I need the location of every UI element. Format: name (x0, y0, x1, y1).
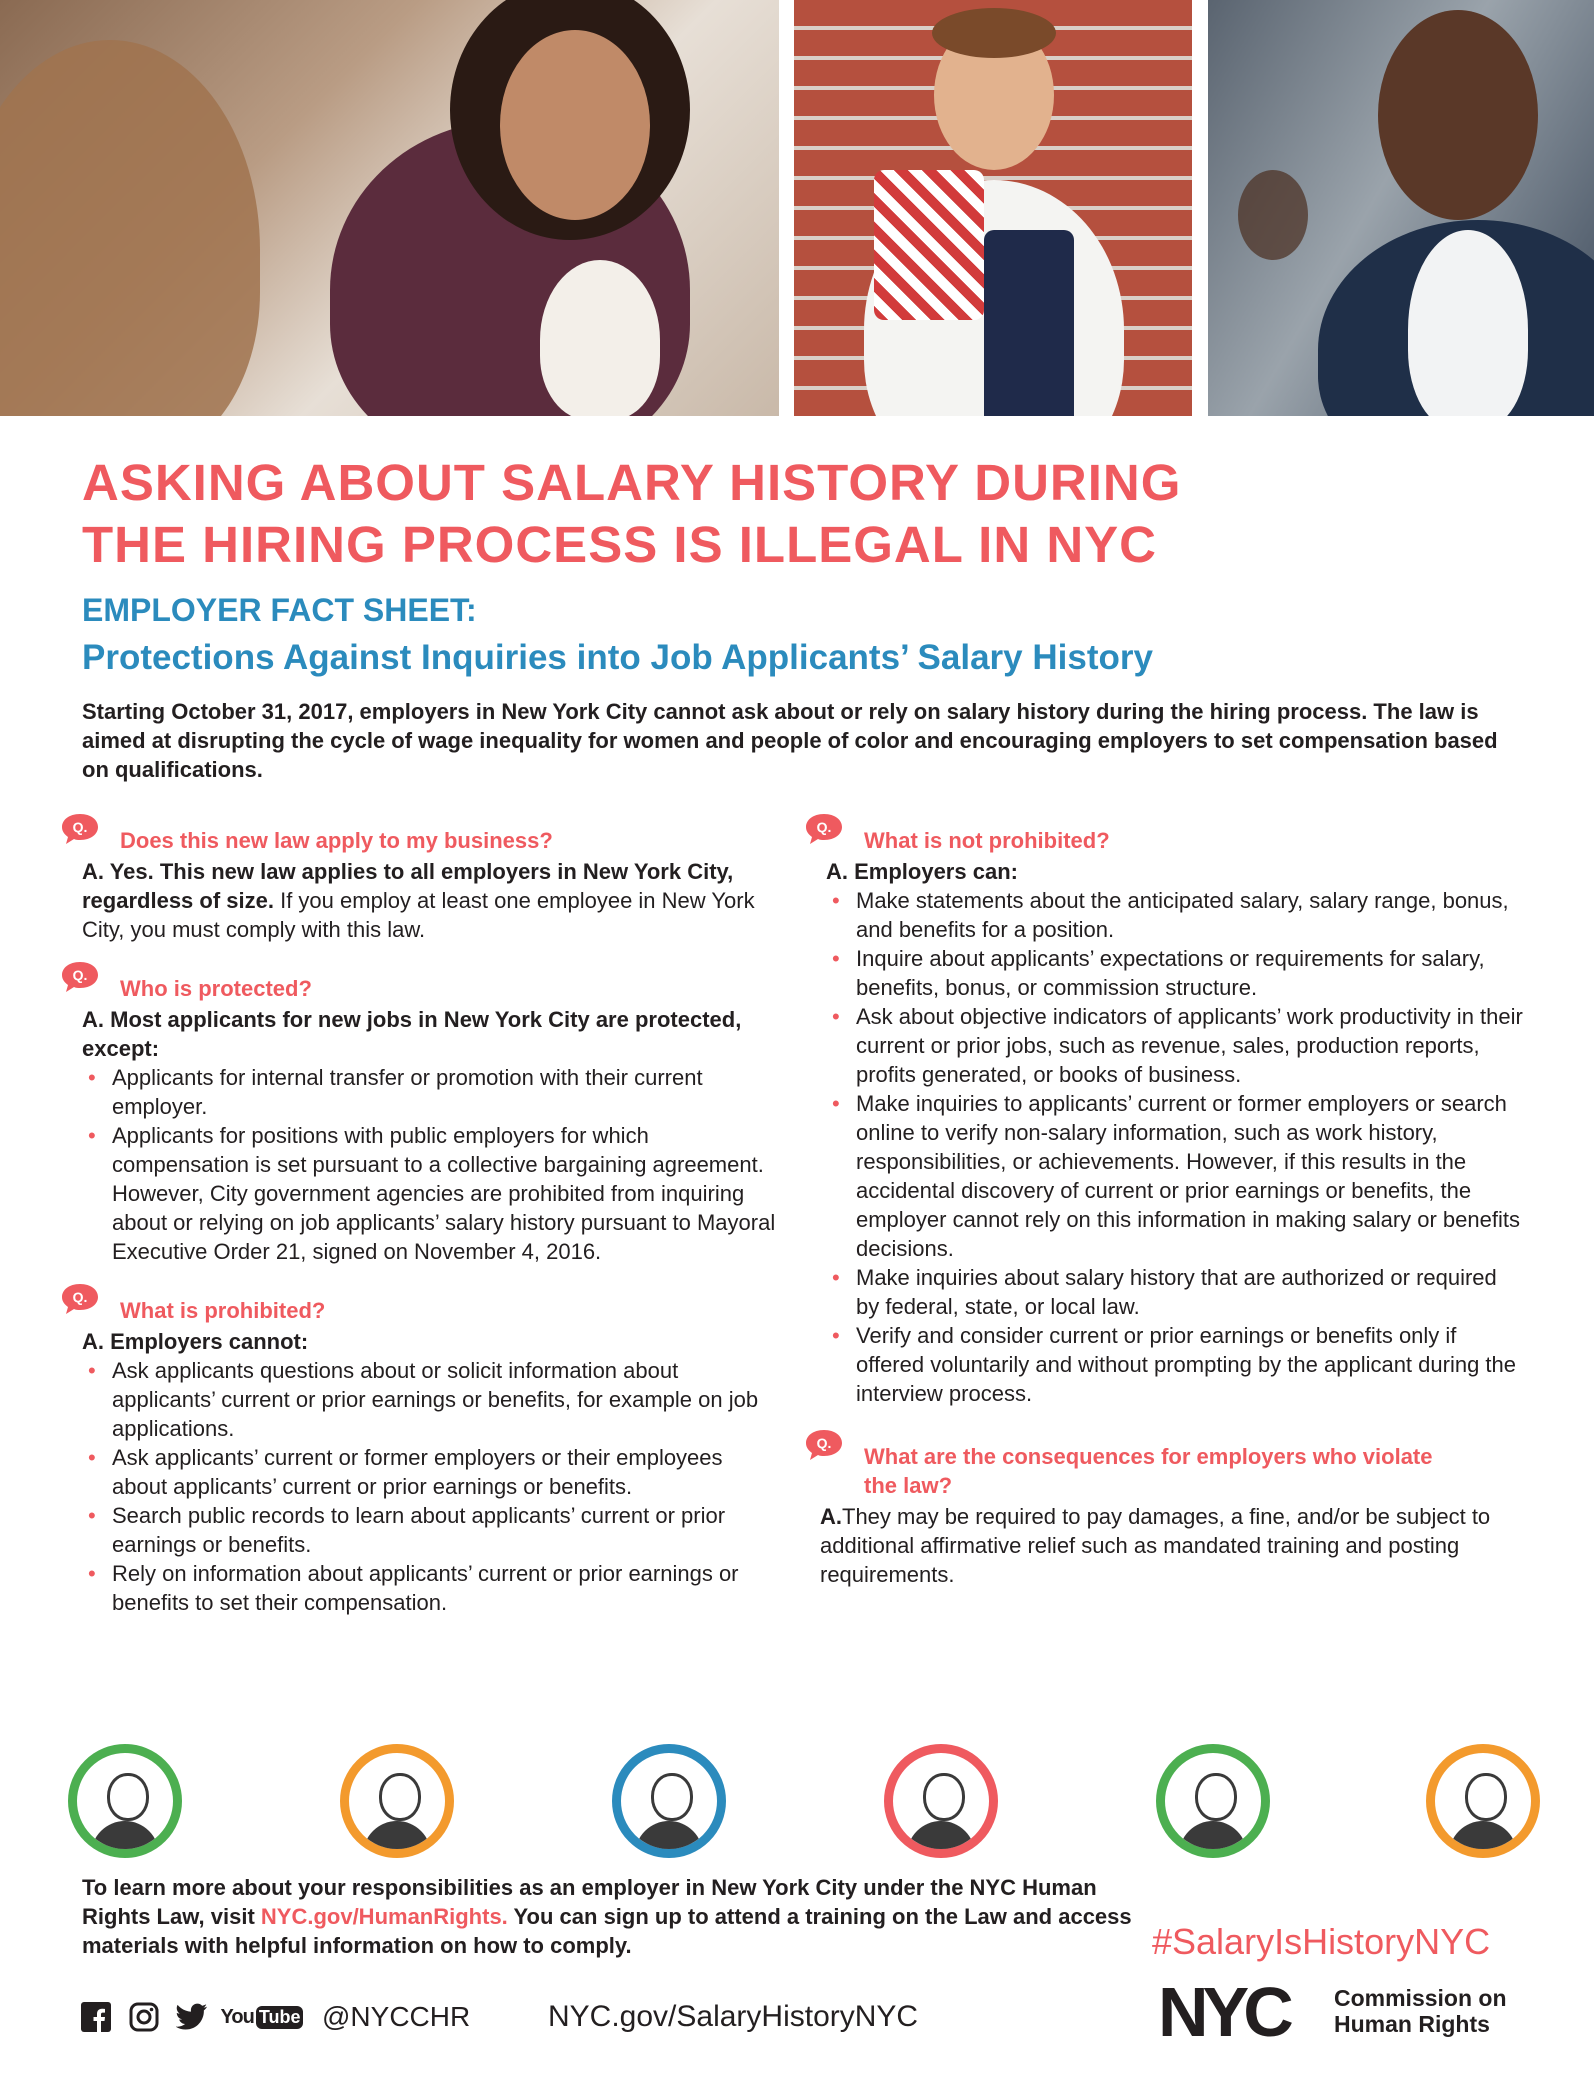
list-item: • Make inquiries to applicants’ current or former employers or search online to verify non-salary information, such as work history, responsibilities, or achievements. However, if this results in the accidental discovery of current or prior earnings or benefits, the employer cannot rely on this information in making salary or benefits decisions. (826, 1089, 1524, 1263)
question-bubble-icon (60, 812, 100, 846)
answer-text: A. Most applicants for new jobs in New York City are protected, except: (82, 1007, 742, 1061)
businessman-photo (1208, 0, 1594, 416)
intro-paragraph: Starting October 31, 2017, employers in New York City cannot ask about or rely on salary history during the hiring process. The law is aimed at disrupting the cycle of wage inequality for women and people of color and encouraging employers to set compensation based on qualifications. (82, 699, 1498, 782)
man-icon (340, 1744, 454, 1858)
handshake-photo (0, 0, 779, 416)
qa-not-prohibited (804, 819, 1524, 1408)
qa-prohibited (60, 1289, 780, 1617)
list-item: • Ask applicants’ current or former employers or their employees about applicants’ current or prior earnings or benefits. (82, 1443, 780, 1501)
question-title: What are the consequences for employers who violate the law? (864, 1444, 1433, 1498)
twitter-icon[interactable] (176, 2001, 208, 2033)
question-bubble-icon (60, 1282, 100, 1316)
question-bubble-icon (804, 812, 844, 846)
woman-icon (1156, 1744, 1270, 1858)
social-links (80, 1997, 470, 2037)
hashtag: #SalaryIsHistoryNYC (1152, 1921, 1491, 1962)
list-item: • Ask applicants questions about or solicit information about applicants’ current or prior earnings or benefits, for example on job applications. (82, 1356, 780, 1443)
human-rights-link[interactable]: NYC.gov/HumanRights. (260, 1904, 508, 1929)
svg-text:Q.: Q. (72, 967, 88, 983)
bullet-list (82, 1356, 780, 1617)
bullet-list (826, 886, 1524, 1408)
answer-text: A. Employers can: (826, 859, 1018, 884)
question-bubble-icon (804, 1428, 844, 1462)
bullet-list (82, 1063, 780, 1266)
qa-consequences (804, 1435, 1524, 1589)
svg-text:Q.: Q. (72, 1289, 88, 1305)
social-handle[interactable]: @NYCCHR (322, 2001, 471, 2032)
svg-text:Q.: Q. (816, 1435, 832, 1451)
list-item: • Ask about objective indicators of applicants’ work productivity in their current or prior jobs, such as revenue, sales, production reports, profits generated, or books of business. (826, 1002, 1524, 1089)
question-title: What is not prohibited? (864, 828, 1110, 853)
svg-text:Q.: Q. (72, 819, 88, 835)
facebook-icon[interactable] (80, 2001, 112, 2033)
title-line-1: ASKING ABOUT SALARY HISTORY DURING (82, 454, 1182, 511)
salary-history-link[interactable]: NYC.gov/SalaryHistoryNYC (548, 2000, 919, 2033)
youtube-icon[interactable]: You Tube (224, 2001, 300, 2033)
avatar-row (68, 1744, 1528, 1854)
fact-sheet-subtitle: Protections Against Inquiries into Job Applicants’ Salary History (82, 638, 1153, 677)
page-title (82, 452, 1181, 576)
learn-more-text: To learn more about your responsibilities as an employer in New York City under the NYC Human Rights Law, visit NYC.gov/HumanRights. You can sign up to attend a training on the Law and access materials with helpful information on how to comply. (82, 1875, 1132, 1958)
svg-text:Q.: Q. (816, 819, 832, 835)
list-item: • Applicants for internal transfer or promotion with their current employer. (82, 1063, 780, 1121)
man-beard-icon (884, 1744, 998, 1858)
list-item: • Rely on information about applicants’ current or prior earnings or benefits to set their compensation. (82, 1559, 780, 1617)
list-item: • Make statements about the anticipated salary, salary range, bonus, and benefits for a position. (826, 886, 1524, 944)
list-item: • Inquire about applicants’ expectations or requirements for salary, benefits, bonus, or commission structure. (826, 944, 1524, 1002)
right-column (804, 819, 1524, 1607)
instagram-icon[interactable] (128, 2001, 160, 2033)
photo-banner (0, 0, 1594, 416)
answer-text: A. Employers cannot: (82, 1329, 309, 1354)
question-title: What is prohibited? (120, 1298, 326, 1323)
title-line-2: THE HIRING PROCESS IS ILLEGAL IN NYC (82, 516, 1158, 573)
woman-glasses-icon (68, 1744, 182, 1858)
nyc-logo (1158, 1978, 1318, 2042)
list-item: • Make inquiries about salary history that are authorized or required by federal, state, or local law. (826, 1263, 1524, 1321)
question-title: Does this new law apply to my business? (120, 828, 553, 853)
commission-name: Commission on Human Rights (1334, 1985, 1507, 2037)
left-column (60, 819, 780, 1635)
svg-text:NYC: NYC (1158, 1978, 1288, 2042)
question-bubble-icon (60, 960, 100, 994)
list-item: • Verify and consider current or prior earnings or benefits only if offered voluntarily and without prompting by the applicant during the interview process. (826, 1321, 1524, 1408)
answer-text: A. Yes. This new law applies to all employers in New York City, regardless of size. If you employ at least one employee in New York City, you must comply with this law. (82, 859, 755, 942)
list-item: • Search public records to learn about applicants’ current or prior earnings or benefits. (82, 1501, 780, 1559)
answer-text: A.They may be required to pay damages, a fine, and/or be subject to additional affirmative relief such as mandated training and posting requirements. (820, 1504, 1491, 1587)
qa-protected (60, 967, 780, 1266)
woman-bun-icon (612, 1744, 726, 1858)
chef-photo (794, 0, 1192, 416)
fact-sheet-label: EMPLOYER FACT SHEET: (82, 592, 477, 628)
list-item: • Applicants for positions with public employers for which compensation is set pursuant to a collective bargaining agreement. However, City government agencies are prohibited from inquiring about or relying on job applicants’ salary history pursuant to Mayoral Executive Order 21, signed on November 4, 2016. (82, 1121, 780, 1266)
man-tie-icon (1426, 1744, 1540, 1858)
qa-apply (60, 819, 780, 944)
question-title: Who is protected? (120, 976, 312, 1001)
